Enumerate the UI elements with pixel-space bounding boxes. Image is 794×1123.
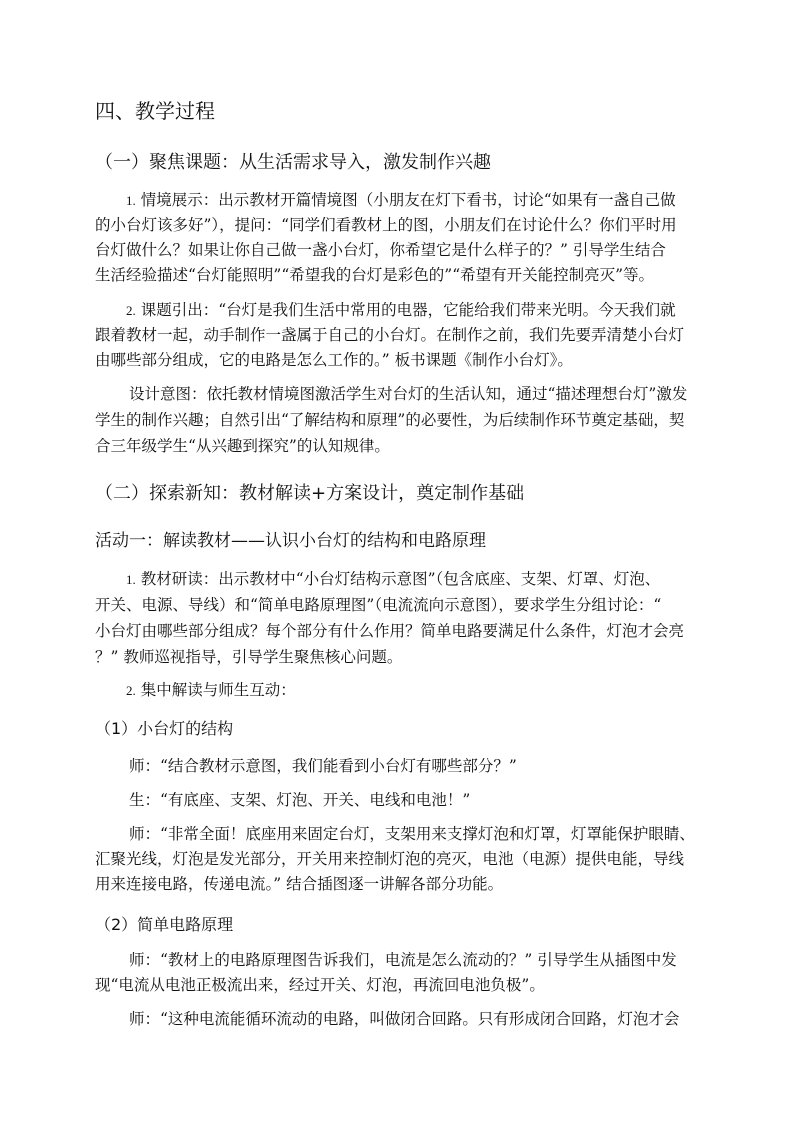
paragraph-text: 教材研读：出示教材中“小台灯结构示意图”（包含底座、支架、灯罩、灯泡、: [140, 570, 661, 588]
item-number: 2.: [126, 303, 136, 318]
paragraph-line: ？” 教师巡视指导，引导学生聚焦核心问题。: [95, 648, 403, 666]
paragraph-line: 小台灯由哪些部分组成？每个部分有什么作用？简单电路要满足什么条件，灯泡才会亮: [95, 622, 685, 640]
dialogue-line: 师：“这种电流能循环流动的电路，叫做闭合回路。只有形成闭合回路，灯泡才会: [129, 1010, 680, 1028]
part1-heading: （一）聚焦课题：从生活需求导入，激发制作兴趣: [95, 152, 491, 173]
dialogue-line: 师：“教材上的电路原理图告诉我们，电流是怎么流动的？” 引导学生从插图中发: [129, 951, 677, 969]
section-title: 四、教学过程: [95, 99, 215, 123]
item-number: 2.: [126, 683, 136, 698]
paragraph-line: 学生的制作兴趣；自然引出“了解结构和原理”的必要性，为后续制作环节奠定基础，契: [95, 411, 685, 429]
paragraph-text: 集中解读与师生互动：: [140, 681, 296, 699]
design-intent-line: 设计意图：依托教材情境图激活学生对台灯的生活认知，通过“描述理想台灯”激发: [129, 385, 688, 403]
paragraph-line: 汇聚光线，灯泡是发光部分，开关用来控制灯泡的亮灭，电池（电源）提供电能，导线: [95, 850, 685, 868]
paragraph-line: 开关、电源、导线）和“简单电路原理图”（电流流向示意图），要求学生分组讨论：“: [95, 596, 662, 614]
activity1-heading: 活动一：解读教材——认识小台灯的结构和电路原理: [95, 531, 486, 551]
sub2-heading: （2）简单电路原理: [95, 915, 234, 934]
paragraph-line: 现“电流从电池正极流出来，经过开关、灯泡，再流回电池负极”。: [95, 976, 545, 994]
paragraph-line: 合三年级学生“从兴趣到探究”的认知规律。: [95, 437, 390, 455]
paragraph-line: 用来连接电路，传递电流。” 结合插图逐一讲解各部分功能。: [95, 875, 504, 893]
part1-item2-line: [126, 300, 676, 321]
dialogue-line: 师：“非常全面！底座用来固定台灯，支架用来支撑灯泡和灯罩，灯罩能保护眼睛、: [129, 825, 695, 843]
activity1-item2-line: [126, 680, 296, 701]
dialogue-line: 生：“有底座、支架、灯泡、开关、电线和电池！”: [129, 791, 471, 809]
item-number: 1.: [126, 572, 136, 587]
paragraph-line: 跟着教材一起，动手制作一盏属于自己的小台灯。在制作之前，我们先要弄清楚小台灯: [95, 326, 685, 344]
paragraph-line: 台灯做什么？如果让你自己做一盏小台灯，你希望它是什么样子的？” 引导学生结合: [95, 241, 666, 259]
paragraph-line: 的小台灯该多好”），提问：“同学们看教材上的图，小朋友们在讨论什么？你们平时用: [95, 216, 677, 234]
paragraph-line: 生活经验描述“台灯能照明”“希望我的台灯是彩色的”“希望有开关能控制亮灭”等。: [95, 266, 655, 284]
part1-item1-line: [126, 190, 676, 211]
sub1-heading: （1）小台灯的结构: [95, 719, 234, 738]
paragraph-text: 情境展示：出示教材开篇情境图（小朋友在灯下看书，讨论“如果有一盏自己做: [140, 191, 676, 209]
item-number: 1.: [126, 193, 136, 208]
dialogue-line: 师：“结合教材示意图，我们能看到小台灯有哪些部分？”: [129, 757, 517, 775]
paragraph-text: 课题引出：“台灯是我们生活中常用的电器，它能给我们带来光明。今天我们就: [140, 301, 676, 319]
paragraph-line: 由哪些部分组成，它的电路是怎么工作的。” 板书课题《制作小台灯》。: [95, 351, 573, 369]
activity1-item1-line: [126, 569, 660, 590]
part2-heading: （二）探索新知：教材解读+方案设计，奠定制作基础: [95, 483, 525, 504]
